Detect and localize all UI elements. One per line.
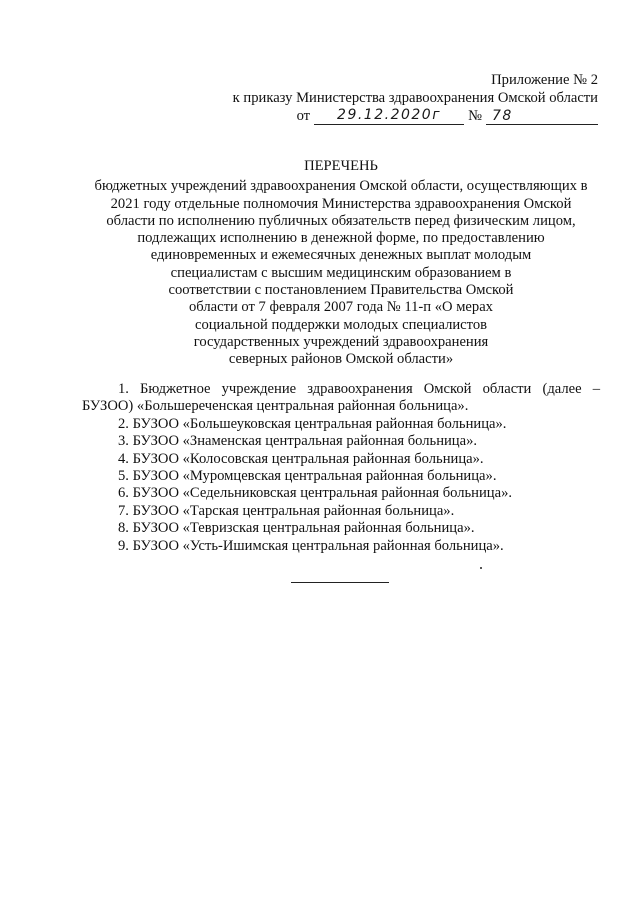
scan-speck <box>480 567 482 569</box>
list-item: 8. БУЗОО «Тевризская центральная районная больница». <box>118 520 475 537</box>
handwritten-number: 78 <box>486 108 598 125</box>
title-line: 2021 году отдельные полномочия Министерства здравоохранения Омской <box>110 195 572 212</box>
order-date-line <box>178 107 598 125</box>
handwritten-date: 29.12.2020г <box>314 107 464 125</box>
closing-rule <box>291 582 389 583</box>
document-heading: ПЕРЕЧЕНЬ <box>304 158 378 174</box>
list-item: 3. БУЗОО «Знаменская центральная районная больница». <box>118 433 478 450</box>
appendix-header <box>178 72 598 125</box>
title-line: государственных учреждений здравоохранения <box>193 333 489 350</box>
appendix-label: Приложение № 2 <box>491 72 598 88</box>
order-reference: к приказу Министерства здравоохранения Омской области <box>232 89 598 106</box>
list-item <box>82 381 600 416</box>
document-title-block <box>82 158 600 369</box>
title-line: подлежащих исполнению в денежной форме, по предоставлению <box>137 230 545 247</box>
number-label: № <box>468 107 482 124</box>
title-line: области по исполнению публичных обязательств перед физическим лицом, <box>106 212 576 229</box>
title-line: области от 7 февраля 2007 года № 11-п «О мерах <box>189 299 493 316</box>
list-item: 5. БУЗОО «Муромцевская центральная районная больница». <box>118 468 497 485</box>
list-item: 7. БУЗОО «Тарская центральная районная больница». <box>118 502 455 519</box>
list-item-line: 1. Бюджетное учреждение здравоохранения Омской области (далее – <box>118 381 600 397</box>
from-label: от <box>296 107 311 124</box>
title-line: северных районов Омской области» <box>228 351 454 368</box>
title-line: единовременных и ежемесячных денежных выплат молодым <box>150 247 532 264</box>
institution-list <box>82 381 600 555</box>
list-item-line: БУЗОО) «Большереченская центральная районная больница». <box>82 398 469 415</box>
title-line: специалистам с высшим медицинским образованием в <box>170 264 512 281</box>
title-line: бюджетных учреждений здравоохранения Омской области, осуществляющих в <box>94 178 588 195</box>
list-item: 4. БУЗОО «Колосовская центральная районная больница». <box>118 450 484 467</box>
title-line: соответствии с постановлением Правительства Омской <box>168 282 514 299</box>
list-item: 2. БУЗОО «Большеуковская центральная районная больница». <box>118 415 507 432</box>
title-line: социальной поддержки молодых специалистов <box>194 316 488 333</box>
list-item: 6. БУЗОО «Седельниковская центральная районная больница». <box>118 485 513 502</box>
list-item: 9. БУЗОО «Усть-Ишимская центральная районная больница». <box>118 537 504 554</box>
